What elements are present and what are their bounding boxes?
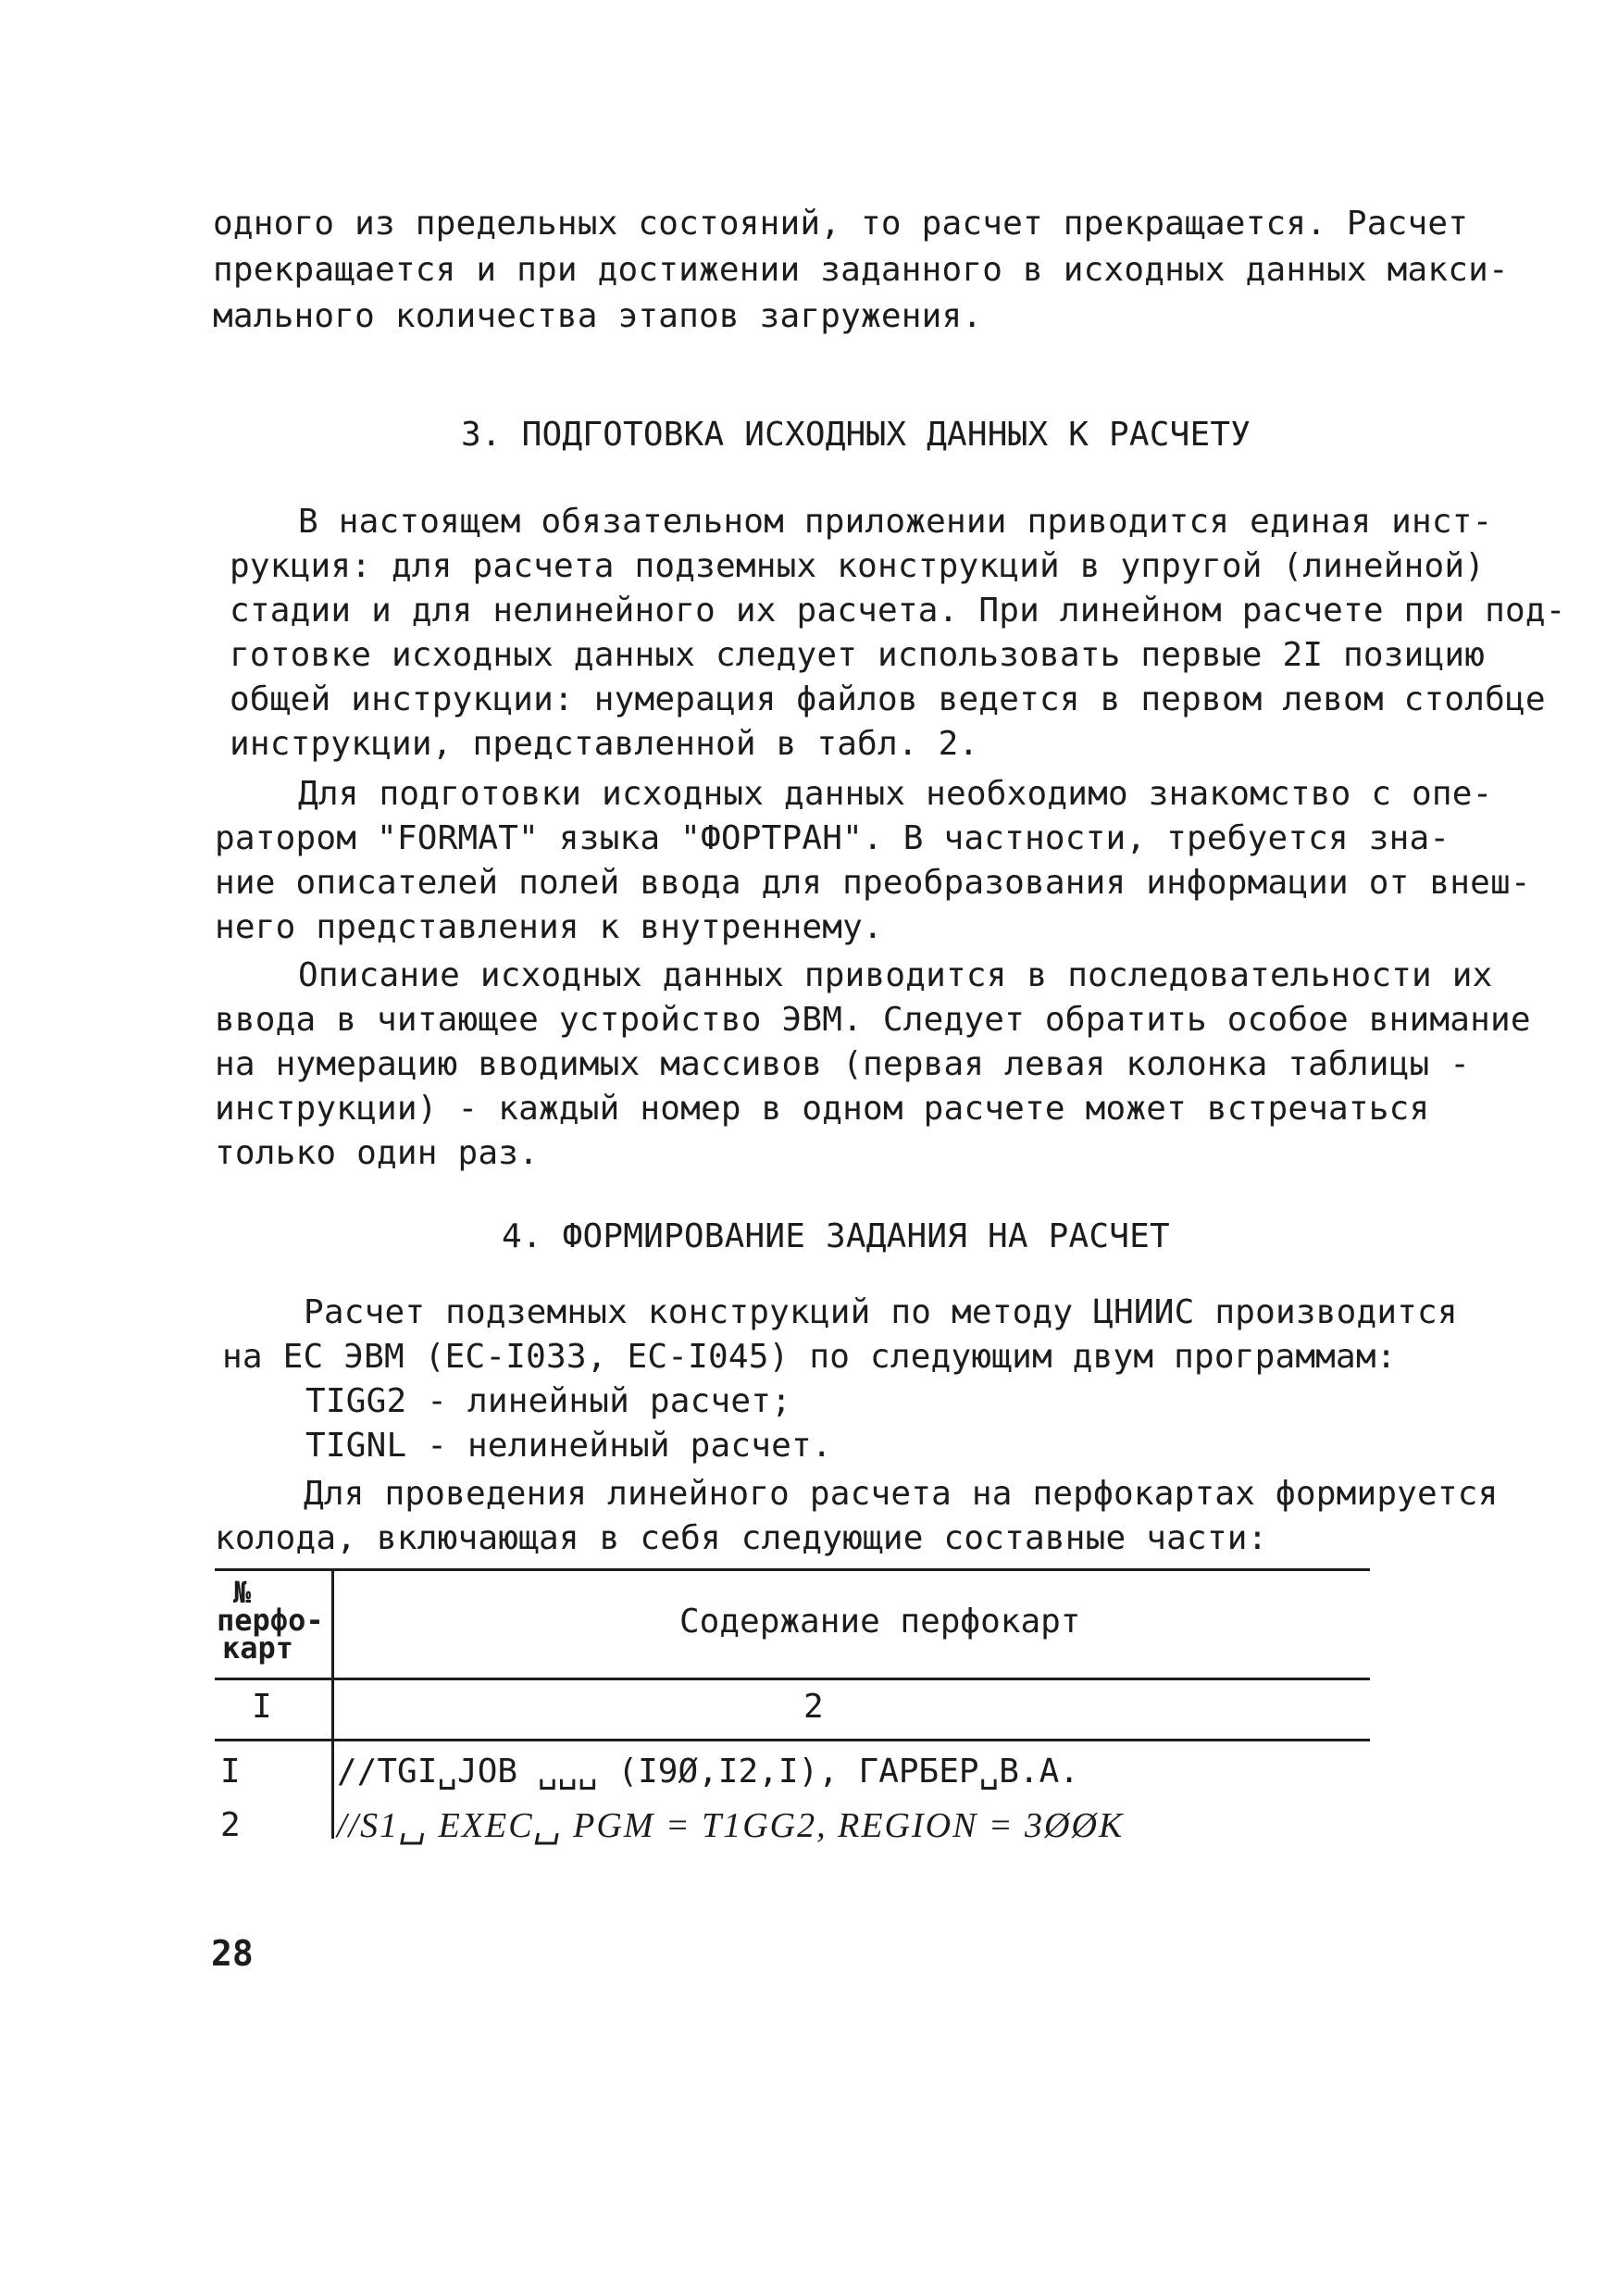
text-line: инструкции, представленной в табл. 2. [230, 725, 979, 763]
text-line: Расчет подземных конструкций по методу ЦНИИС производится [304, 1293, 1458, 1331]
table-row-content: //S1␣ EXEC␣ PGM = T1GG2, REGION = 3ØØK [337, 1806, 1125, 1845]
text-line: TIGG2 - линейный расчет; [305, 1382, 791, 1420]
text-line: колода, включающая в себя следующие составные части: [215, 1519, 1268, 1557]
text-line: Для проведения линейного расчета на перфокартах формируется [304, 1475, 1499, 1513]
table-row-number: 2 [220, 1806, 241, 1844]
text-line: прекращается и при достижении заданного в исходных данных макси- [213, 251, 1509, 289]
column-header-card-number: перфо- [217, 1603, 324, 1638]
table-column-divider [331, 1570, 334, 1839]
section-4-heading: 4. ФОРМИРОВАНИЕ ЗАДАНИЯ НА РАСЧЕТ [502, 1217, 1170, 1255]
text-line: ние описателей полей ввода для преобразования информации от внеш- [215, 864, 1531, 902]
text-line: готовке исходных данных следует использовать первые 2I позицию [230, 636, 1486, 674]
text-line: рукция: для расчета подземных конструкций в упругой (линейной) [230, 547, 1486, 585]
text-line: ратором "FORMAT" языка "ФОРТРАН". В частности, требуется зна- [215, 819, 1450, 857]
column-header-card-number: карт [222, 1630, 294, 1666]
text-line: на ЕС ЭВМ (ЕС-I033, ЕС-I045) по следующим двум программам: [222, 1338, 1397, 1376]
table-number-row-rule [215, 1739, 1370, 1741]
text-line: него представления к внутреннему. [215, 908, 883, 946]
text-line: ввода в читающее устройство ЭВМ. Следует обратить особое внимание [215, 1001, 1531, 1039]
section-3-heading: 3. ПОДГОТОВКА ИСХОДНЫХ ДАННЫХ К РАСЧЕТУ [461, 416, 1251, 454]
text-line: общей инструкции: нумерация файлов ведется в первом левом столбце [230, 680, 1546, 718]
text-line: на нумерацию вводимых массивов (первая левая колонка таблицы - [215, 1045, 1471, 1083]
text-line: одного из предельных состояний, то расчет прекращается. Расчет [213, 205, 1469, 243]
column-header-content: Содержание перфокарт [679, 1603, 1081, 1641]
column-number-1: I [252, 1688, 272, 1726]
table-header-rule [215, 1678, 1370, 1680]
table-row-content: //TGI␣JOB ␣␣␣ (I9Ø,I2,I), ГАРБЕР␣В.А. [337, 1753, 1079, 1791]
text-line: только один раз. [215, 1134, 539, 1172]
table-top-rule [215, 1568, 1370, 1571]
text-line: стадии и для нелинейного их расчета. При линейном расчете при под- [230, 592, 1566, 630]
column-header-number-sign: № [233, 1575, 252, 1610]
table-row-number: I [220, 1753, 241, 1791]
page-number: 28 [211, 1933, 254, 1974]
text-line: TIGNL - нелинейный расчет. [305, 1427, 832, 1465]
text-line: В настоящем обязательном приложении приводится единая инст- [298, 503, 1493, 541]
text-line: инструкции) - каждый номер в одном расчете может встречаться [215, 1090, 1430, 1128]
column-number-2: 2 [803, 1688, 824, 1726]
text-line: мального количества этапов загружения. [213, 297, 983, 335]
text-line: Для подготовки исходных данных необходимо знакомство с опе- [298, 775, 1493, 813]
text-line: Описание исходных данных приводится в последовательности их [298, 956, 1493, 994]
